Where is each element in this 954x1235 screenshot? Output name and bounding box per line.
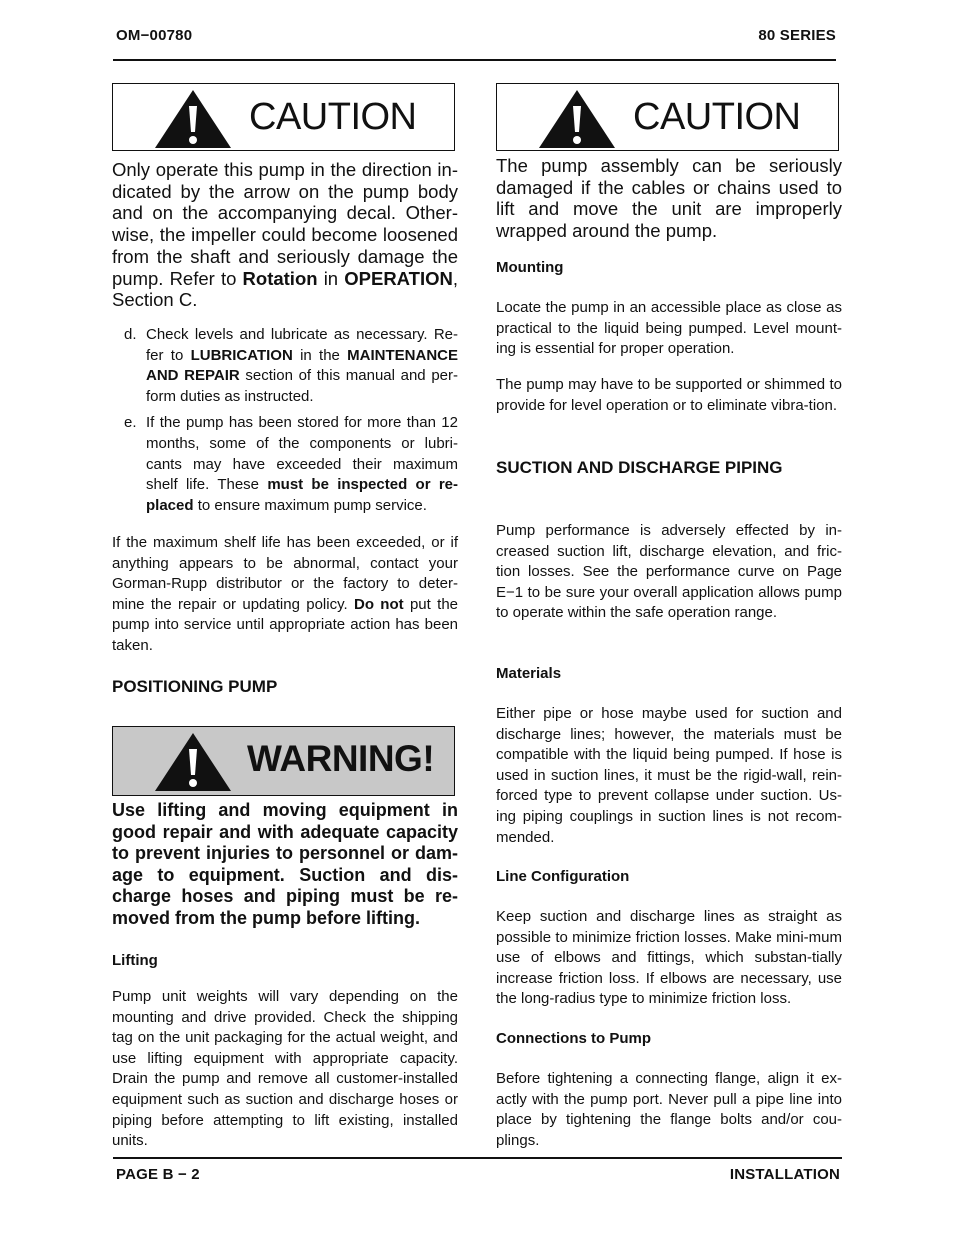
materials-heading: Materials — [496, 665, 562, 682]
footer-rule — [113, 1157, 842, 1159]
header-rule — [113, 59, 836, 61]
right-caution-text: The pump assembly can be seriously damaged if the cables or chains used to lift and move the unit are improperly wrapped around the pump. — [496, 155, 842, 242]
connections-text: Before tightening a connecting flange, align it ex-actly with the pump port. Never pull a pipe line into place by tightening the flange bolts and/or cou-plings. — [496, 1070, 842, 1149]
line-config-heading: Line Configuration — [496, 868, 630, 885]
list-item: d. Check levels and lubricate as necessary. Re-fer to LUBRICATION in the MAINTENANCE AND REPAIR section of this manual and per-form duties as instructed. — [124, 326, 458, 405]
series-label: 80 SERIES — [758, 27, 836, 44]
mounting-text-2: The pump may have to be supported or shimmed to provide for level operation or to eliminate vibra-tion. — [496, 376, 842, 414]
left-caution-text: Only operate this pump in the direction in-dicated by the arrow on the pump body and on the accompanying decal. Other-wise, the impeller could become loosened from the shaft and seriously damage the pump. Refer to Rotation in OPERATION, Section C. — [112, 159, 458, 311]
exclamation-triangle-icon — [153, 731, 233, 793]
materials-text: Either pipe or hose maybe used for suction and discharge lines; however, the materials must be compatible with the liquid being pumped. If hose is used in suction lines, it must be the rigid-wall, rein-forced type to prevent collapse under suction. Us-ing piping couplings in suction lines is not recom-mended. — [496, 705, 842, 846]
shelf-life-paragraph: If the maximum shelf life has been exceeded, or if anything appears to be abnormal, contact your Gorman-Rupp distributor or the factory to deter-mine the repair or updating policy. Do not put the pump into service until appropriate action has been taken. — [112, 534, 459, 654]
page-number: PAGE B − 2 — [116, 1166, 200, 1183]
mounting-heading: Mounting — [496, 259, 564, 276]
lifting-text: Pump unit weights will vary depending on the mounting and drive provided. Check the shipping tag on the unit packaging for the actual weight, and use lifting equipment with appropriate capacity. Drain the pump and remove all customer-installed equipment such as suction and discharge hoses or piping before attempting to lift existing, installed units. — [112, 988, 458, 1150]
suction-text: Pump performance is adversely effected by in-creased suction lift, discharge elevation, and fric-tion losses. See the performance curve on Page E−1 to be sure your overall application allows pump to operate within the safe operation range. — [496, 522, 842, 622]
caution-banner-right — [496, 83, 839, 151]
list-item: e. If the pump has been stored for more than 12 months, some of the components or lubri-cants may have exceeded their maximum shelf life. These must be inspected or re-placed to ensure maximum pump service. — [124, 414, 458, 514]
connections-heading: Connections to Pump — [496, 1030, 651, 1047]
caution-banner-left — [112, 83, 455, 151]
caution-label: CAUTION — [249, 96, 417, 138]
line-config-text: Keep suction and discharge lines as straight as possible to minimize friction losses. Make mini-mum use of elbows and fittings, which substan-tially increase friction loss. If elbows are necessary, use the long-radius type to minimize friction loss. — [496, 908, 842, 1008]
warning-text: Use lifting and moving equipment in good repair and with adequate capacity to prevent injuries to personnel or dam-age to equipment. Suction and dis-charge hoses and piping must be re-moved from the pump before lifting. — [112, 800, 458, 928]
mounting-text-1: Locate the pump in an accessible place as close as practical to the liquid being pumped. Level mount-ing is essential for proper operation. — [496, 299, 842, 358]
positioning-heading: POSITIONING PUMP — [112, 677, 278, 696]
warning-banner — [112, 726, 455, 796]
lifting-heading: Lifting — [112, 952, 158, 969]
section-label: INSTALLATION — [729, 1166, 840, 1183]
warning-label: WARNING! — [247, 738, 435, 779]
suction-heading: SUCTION AND DISCHARGE PIPING — [496, 458, 783, 477]
checklist — [112, 325, 458, 516]
exclamation-triangle-icon — [153, 88, 233, 150]
caution-label: CAUTION — [633, 96, 801, 138]
doc-number: OM−00780 — [116, 27, 193, 44]
exclamation-triangle-icon — [537, 88, 617, 150]
